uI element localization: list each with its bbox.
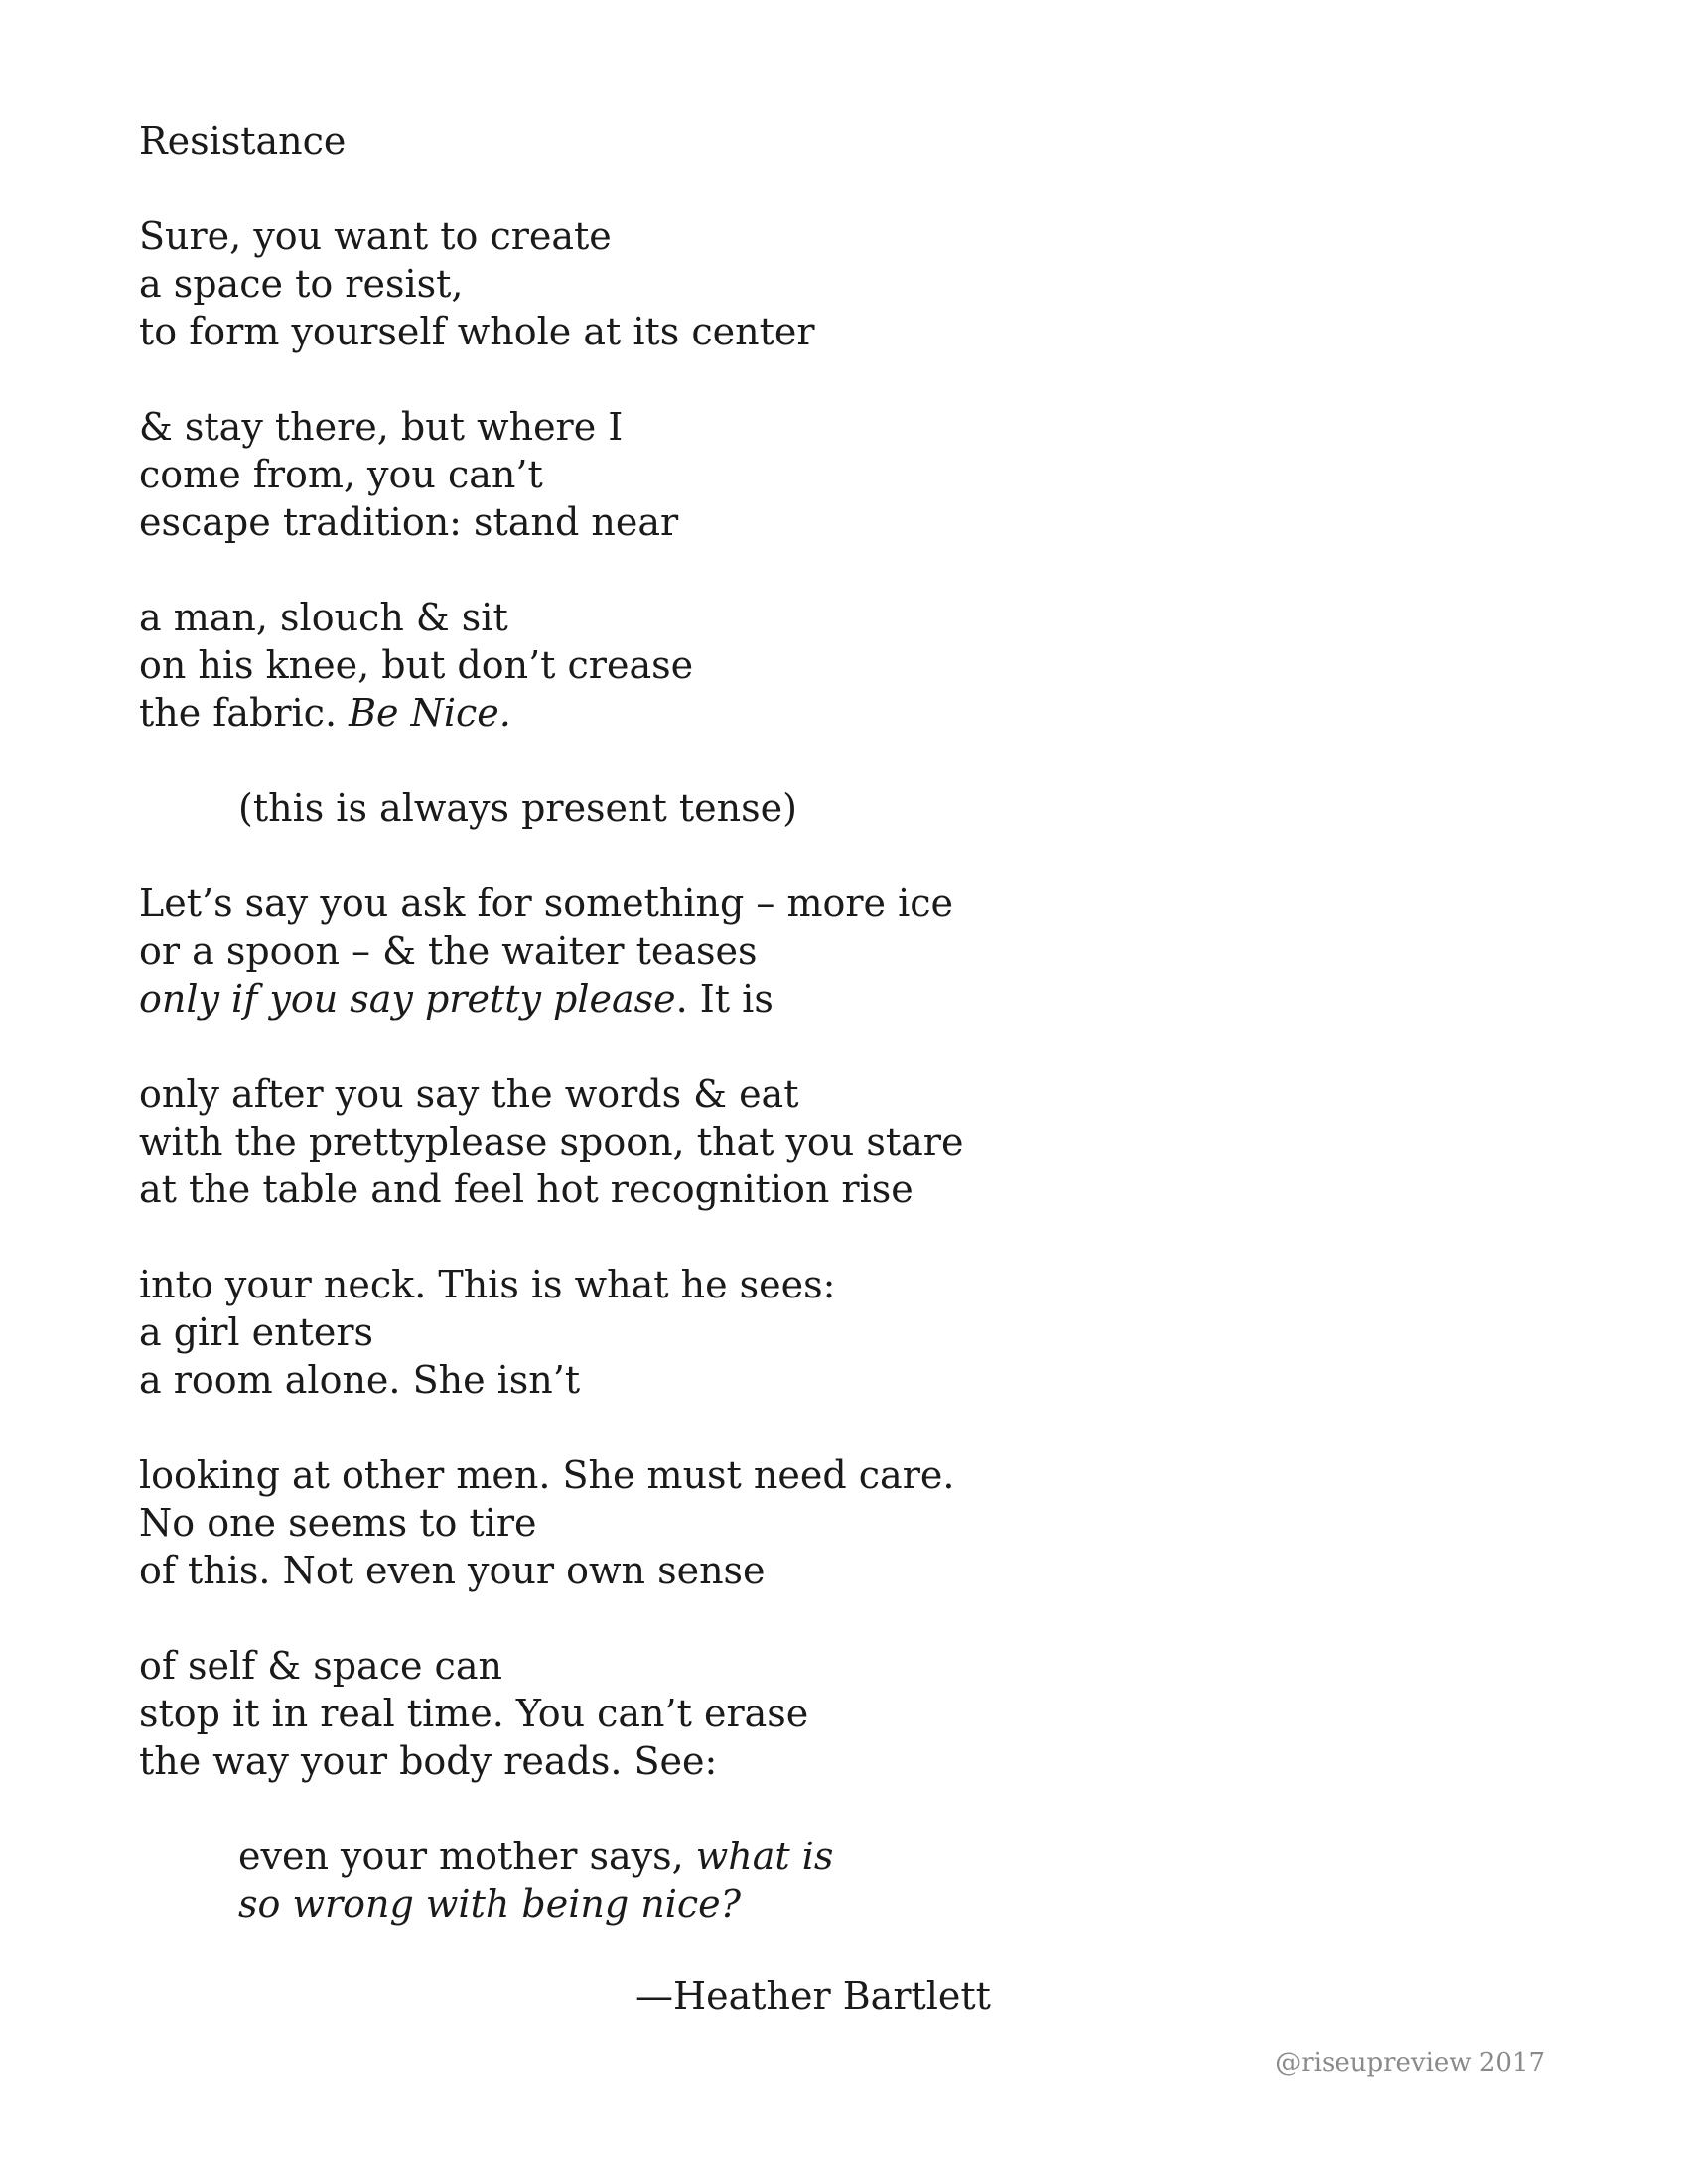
poem-line: Let’s say you ask for something – more ice	[139, 882, 954, 925]
poem-line: the way your body reads. See:	[139, 1739, 718, 1783]
poem-line	[238, 1880, 1430, 1928]
poem-line-italic: only if you say pretty please	[139, 977, 676, 1021]
poem-line-plain: . It is	[675, 977, 774, 1021]
poem-line: stop it in real time. You can’t erase	[139, 1692, 809, 1735]
poem-line: a space to resist,	[139, 262, 464, 306]
poem-line: only after you say the words & eat	[139, 1072, 799, 1116]
poem-line: (this is always present tense)	[238, 786, 797, 830]
poem-line: & stay there, but where I	[139, 405, 624, 449]
poem-line-plain: even your mother says,	[238, 1835, 696, 1878]
poem-line: or a spoon – & the waiter teases	[139, 929, 758, 973]
poem	[139, 117, 1430, 1976]
stanza	[139, 880, 1430, 1023]
stanza	[139, 1451, 1430, 1594]
poem-line: looking at other men. She must need care.	[139, 1453, 955, 1497]
poem-line	[139, 975, 1430, 1023]
poem-line: escape tradition: stand near	[139, 500, 679, 544]
poem-line-plain: the fabric.	[139, 691, 350, 735]
poem-line: come from, you can’t	[139, 453, 543, 496]
poem-line: of self & space can	[139, 1644, 502, 1688]
poem-title: Resistance	[139, 119, 347, 163]
poem-line: a man, slouch & sit	[139, 596, 508, 639]
poem-line: No one seems to tire	[139, 1501, 537, 1545]
stanza	[139, 1642, 1430, 1785]
stanza	[139, 212, 1430, 355]
poem-line	[238, 1833, 1430, 1880]
stanza	[139, 594, 1430, 737]
poem-line: Sure, you want to create	[139, 214, 612, 258]
poem-line	[139, 689, 1430, 737]
poem-line: at the table and feel hot recognition rise	[139, 1167, 914, 1211]
poem-line: with the prettyplease spoon, that you stare	[139, 1120, 964, 1163]
poem-line: a girl enters	[139, 1310, 373, 1354]
poem-line-italic: Be Nice.	[349, 691, 511, 735]
stanza	[139, 403, 1430, 546]
poem-line-italic: what is	[695, 1835, 834, 1878]
indented-stanza	[139, 1833, 1430, 1928]
poem-line: of this. Not even your own sense	[139, 1549, 766, 1592]
poem-line: on his knee, but don’t crease	[139, 643, 694, 687]
author-attribution: —Heather Bartlett	[635, 1975, 991, 2018]
poem-line: to form yourself whole at its center	[139, 310, 815, 353]
stanza	[139, 1261, 1430, 1404]
stanza	[139, 1070, 1430, 1213]
publication-credit: @riseupreview 2017	[1275, 2048, 1545, 2078]
poem-line: a room alone. She isn’t	[139, 1358, 581, 1402]
poem-line: into your neck. This is what he sees:	[139, 1263, 836, 1306]
indented-stanza	[139, 784, 1430, 832]
poem-line-italic: so wrong with being nice?	[238, 1882, 742, 1926]
